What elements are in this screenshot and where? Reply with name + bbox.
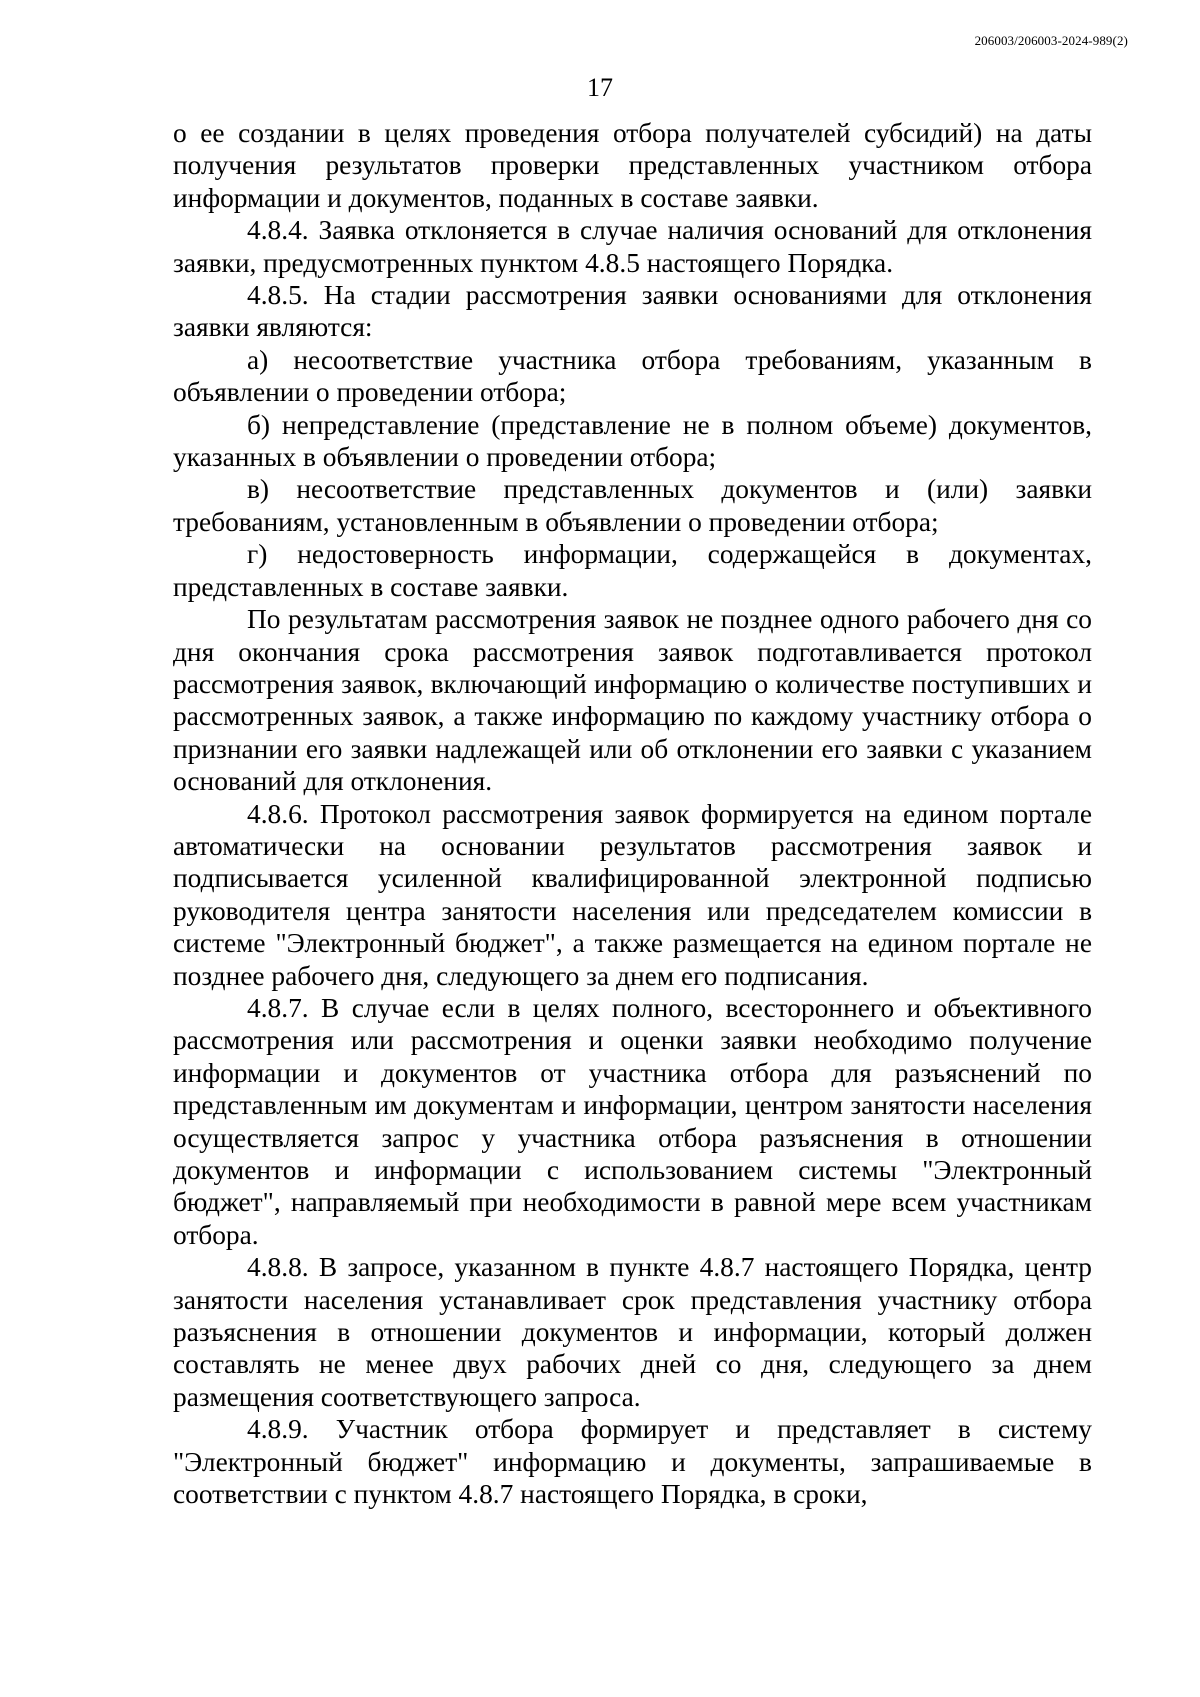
- paragraph-4-8-4: 4.8.4. Заявка отклоняется в случае наличия оснований для отклонения заявки, предусмотренных пунктом 4.8.5 настоящего Порядка.: [173, 215, 1092, 278]
- doc-id: 206003/206003-2024-989(2): [974, 33, 1128, 48]
- paragraph-4-8-8: 4.8.8. В запросе, указанном в пункте 4.8.7 настоящего Порядка, центр занятости населения устанавливает срок представления участнику отбора разъяснения в отношении документов и информации, который должен составлять не менее двух рабочих дней со дня, следующего за днем размещения соответствующего запроса.: [173, 1252, 1092, 1412]
- page-number: 17: [587, 73, 613, 102]
- list-item-v: в) несоответствие представленных документов и (или) заявки требованиям, установленным в объявлении о проведении отбора;: [173, 474, 1092, 537]
- paragraph-continuation: о ее создании в целях проведения отбора получателей субсидий) на даты получения результатов проверки представленных участником отбора информации и документов, поданных в составе заявки.: [173, 118, 1092, 213]
- paragraph-4-8-5: 4.8.5. На стадии рассмотрения заявки основаниями для отклонения заявки являются:: [173, 280, 1092, 343]
- list-item-g: г) недостоверность информации, содержащейся в документах, представленных в составе заявки.: [173, 539, 1092, 602]
- list-item-b: б) непредставление (представление не в полном объеме) документов, указанных в объявлении о проведении отбора;: [173, 409, 1092, 473]
- paragraph-4-8-7: 4.8.7. В случае если в целях полного, всестороннего и объективного рассмотрения или рассмотрения и оценки заявки необходимо получение информации и документов от участника отбора для разъяснений по представленным им документам и информации, центром занятости населения осуществляется запрос у участника отбора разъяснения в отношении документов и информации с использованием системы "Электронный бюджет", направляемый при необходимости в равной мере всем участникам отбора.: [173, 992, 1092, 1250]
- paragraph-4-8-9: 4.8.9. Участник отбора формирует и представляет в систему "Электронный бюджет" информацию и документы, запрашиваемые в соответствии с пунктом 4.8.7 настоящего Порядка, в сроки,: [173, 1414, 1092, 1510]
- paragraph-results: По результатам рассмотрения заявок не позднее одного рабочего дня со дня окончания срока рассмотрения заявок подготавливается протокол рассмотрения заявок, включающий информацию о количестве поступивших и рассмотренных заявок, а также информацию по каждому участнику отбора о признании его заявки надлежащей или об отклонении его заявки с указанием оснований для отклонения.: [173, 604, 1092, 797]
- paragraph-4-8-6: 4.8.6. Протокол рассмотрения заявок формируется на едином портале автоматически на основании результатов рассмотрения заявок и подписывается усиленной квалифицированной электронной подписью руководителя центра занятости населения или председателем комиссии в системе "Электронный бюджет", а также размещается на едином портале не позднее рабочего дня, следующего за днем его подписания.: [173, 798, 1092, 991]
- list-item-a: а) несоответствие участника отбора требованиям, указанным в объявлении о проведении отбора;: [173, 344, 1092, 408]
- document-body: [173, 117, 1092, 1510]
